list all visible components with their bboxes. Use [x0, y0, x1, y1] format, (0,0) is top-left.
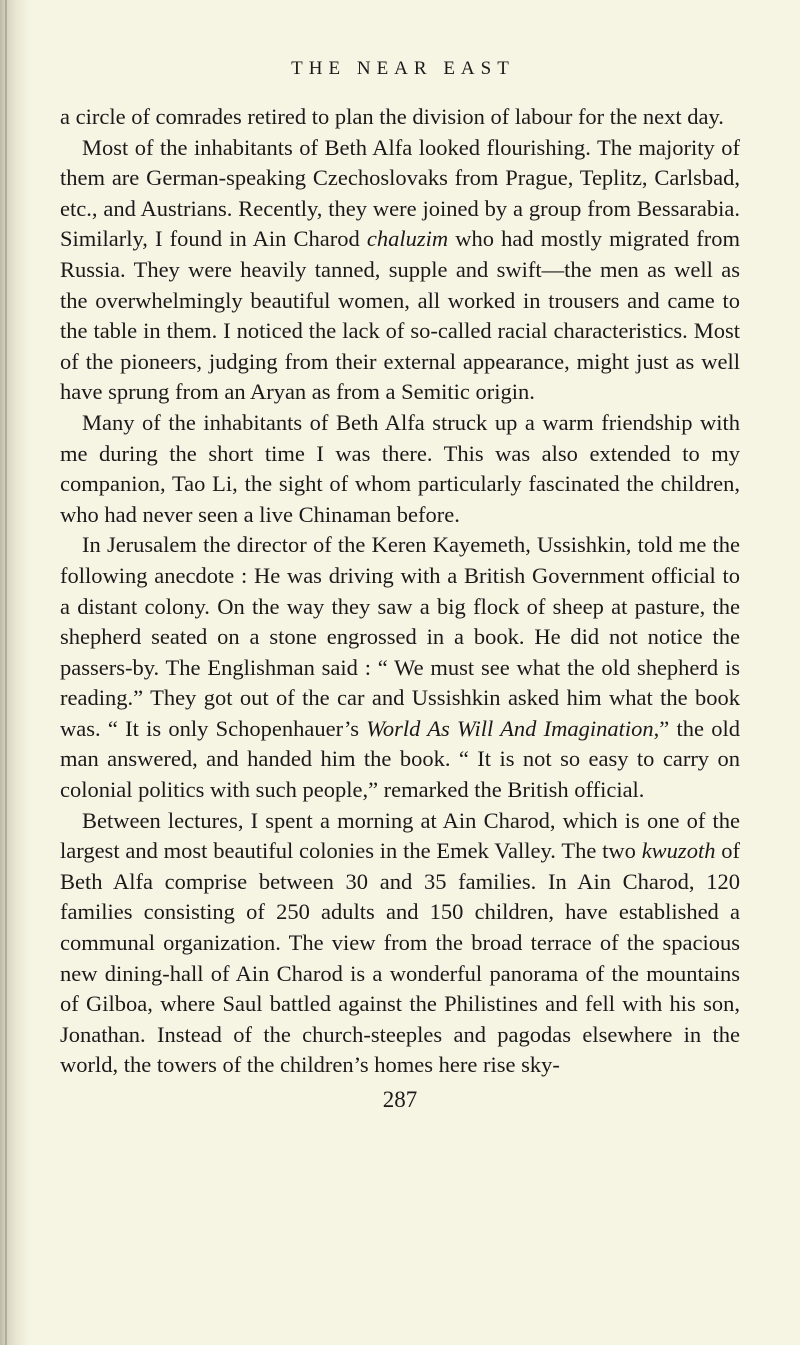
- body-text: [60, 102, 740, 1081]
- book-spine-edge: [5, 0, 7, 1345]
- italic-term-kwuzoth: kwuzoth: [641, 838, 716, 864]
- italic-book-title: World As Will And Imagination: [366, 715, 654, 741]
- paragraph-ain-charod: Between lectures, I spent a morning at Ain Charod, which is one of the largest and most beautiful colonies in the Emek Valley. The two kwuzoth of Beth Alfa comprise between 30 and 35 families. In Ain Charod, 120 families consisting of 250 adults and 150 children, have established a communal organization. The view from the broad terrace of the spacious new dining-hall of Ain Charod is a wonderful panorama of the mountains of Gilboa, where Saul battled against the Philistines and fell with his son, Jonathan. Instead of the church-steeples and pagodas elsewhere in the world, the towers of the children’s homes here rise sky-: [60, 807, 741, 1078]
- paragraph-friendship: Many of the inhabitants of Beth Alfa struck up a warm friendship with me during the short time I was there. This was also extended to my companion, Tao Li, the sight of whom particularly fascinated the children, who had never seen a live Chinaman before.: [60, 409, 740, 527]
- page-number: 287: [382, 1087, 418, 1112]
- book-page: [60, 58, 740, 1113]
- paragraph-continuation: a circle of comrades retired to plan the division of labour for the next day.: [60, 104, 724, 129]
- running-head: THE NEAR EAST: [291, 58, 515, 79]
- italic-term-chaluzim: chaluzim: [366, 226, 449, 252]
- paragraph-beth-alfa-inhabitants: Most of the inhabitants of Beth Alfa looked flourishing. The majority of them are German-speaking Czechoslovaks from Prague, Teplitz, Carlsbad, etc., and Austrians. Recently, they were joined by a group from Bessarabia. Similarly, I found in Ain Charod chaluzim who had mostly migrated from Russia. They were heavily tanned, supple and swift—the men as well as the overwhelmingly beautiful women, all worked in trousers and came to the table in them. I noticed the lack of so-called racial characteristics. Most of the pioneers, judging from their external appearance, might just as well have sprung from an Aryan as from a Semitic origin.: [60, 134, 740, 405]
- paragraph-jerusalem-anecdote: In Jerusalem the director of the Keren Kayemeth, Ussishkin, told me the following anecdote : He was driving with a British Government official to a distant colony. On the way they saw a big flock of sheep at pasture, the shepherd seated on a stone engrossed in a book. He did not notice the passers-by. The Englishman said : “ We must see what the old shepherd is reading.” They got out of the car and Ussishkin asked him what the book was. “ It is only Schopenhauer’s World As Will And Imagination,” the old man answered, and handed him the book. “ It is not so easy to carry on colonial politics with such people,” remarked the British official.: [60, 532, 740, 803]
